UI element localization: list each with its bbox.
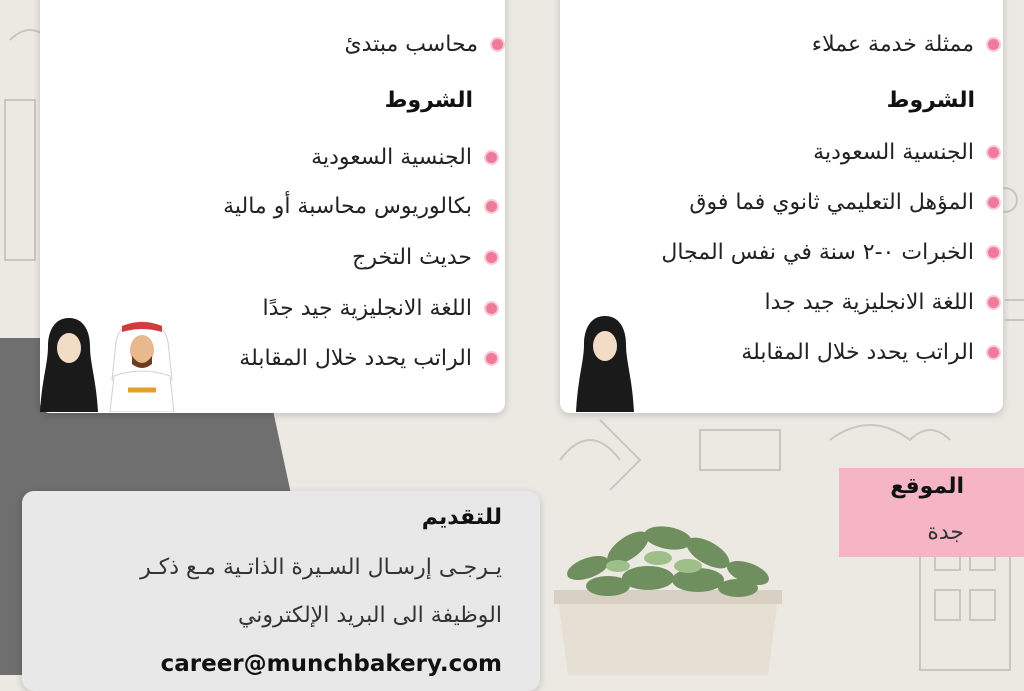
term-item [239,346,499,371]
role-item [344,32,505,57]
term-item [741,340,1001,365]
term-item [223,194,499,219]
term-item [661,240,1001,265]
term-item [352,245,499,270]
role-label: ممثلة خدمة عملاء [811,32,974,57]
location-city: جدة [927,520,964,545]
apply-email-link[interactable]: career@munchbakery.com [160,651,502,677]
term-text: الراتب يحدد خلال المقابلة [239,346,472,371]
bullet-icon [986,345,1001,360]
term-text: اللغة الانجليزية جيد جدا [764,290,974,315]
location-title: الموقع [890,474,964,499]
bullet-icon [484,150,499,165]
terms-heading: الشروط [384,88,473,113]
bullet-icon [484,199,499,214]
bullet-icon [484,250,499,265]
bullet-icon [484,301,499,316]
term-text: الجنسية السعودية [311,145,472,170]
bullet-icon [484,351,499,366]
apply-instruction-line: الوظيفة الى البريد الإلكتروني [237,603,502,628]
term-text: الخبرات ٠-٢ سنة في نفس المجال [661,240,974,265]
bullet-icon [986,195,1001,210]
bullet-icon [986,37,1001,52]
term-text: اللغة الانجليزية جيد جدًا [262,296,472,321]
term-text: الجنسية السعودية [813,140,974,165]
apply-title: للتقديم [421,505,502,530]
location-box [839,468,1024,557]
woman-avatar-icon [38,316,100,412]
man-avatar-icon [104,320,180,412]
role-label: محاسب مبتدئ [344,32,478,57]
term-item [813,140,1001,165]
apply-instruction-line: يـرجـى إرسـال السـيرة الذاتـية مـع ذكـر [140,555,502,580]
bullet-icon [986,145,1001,160]
term-item [689,190,1001,215]
apply-card [22,491,540,691]
term-item [765,290,1002,315]
bullet-icon [986,295,1001,310]
term-item [263,296,500,321]
term-text: الراتب يحدد خلال المقابلة [741,340,974,365]
bullet-icon [986,245,1001,260]
term-text: المؤهل التعليمي ثانوي فما فوق [689,190,974,215]
term-item [311,145,499,170]
potted-plant-icon [548,508,788,675]
woman-avatar-icon [574,314,636,412]
role-item [812,32,1001,57]
terms-heading: الشروط [886,88,975,113]
term-text: بكالوريوس محاسبة أو مالية [223,194,472,219]
term-text: حديث التخرج [352,245,472,270]
bullet-icon [490,37,505,52]
